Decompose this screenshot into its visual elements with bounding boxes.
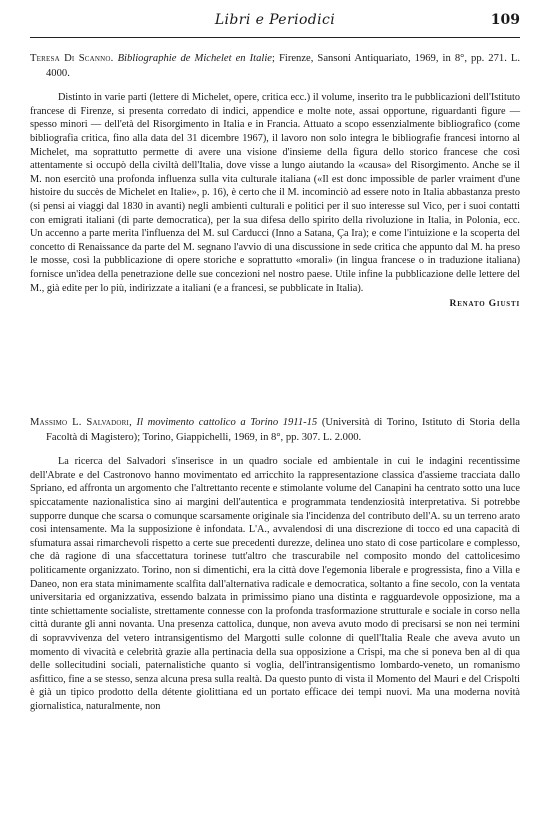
page-number: 109 — [490, 12, 520, 28]
citation — [30, 416, 520, 445]
review-di-scanno — [30, 52, 520, 309]
review-author: Massimo L. Salvadori, — [30, 417, 132, 428]
header-rule — [30, 37, 520, 38]
book-title: Bibliographie de Michelet en Italie — [117, 53, 272, 64]
reviewer-signature: Renato Giusti — [449, 298, 520, 310]
publication-details: ; Firenze, Sansoni Antiquariato, 1969, in 8°, pp. 271. L. 4000. — [46, 53, 521, 79]
book-title: Il movimento cattolico a Torino 1911-15 — [136, 417, 318, 428]
review-author: Teresa Di Scanno. — [30, 53, 114, 64]
review-salvadori — [30, 416, 520, 713]
running-head — [30, 12, 520, 34]
review-body: La ricerca del Salvadori s'inserisce in un quadro sociale ed ambientale in cui le indagini recentissime dell'Abrate e del Castronovo hanno movimentato ed arricchito la rappresentazione classica d'assieme tracciata dallo Spriano, ed affronta un argomento che l'altrettanto recente e stimolante volume del Canapini ha centrato sotto una luce spiccatamente nazionalistica sino ai margini dell'autentica e programmata tendenziosità interpretativa. Si potrebbe supporre dunque che scarsa o comunque scarsamente originale sia l'incidenza del contributo dell'A. su un terreno arato così intensamente. Ma la supposizione è infondata. L'A., avvalendosi di una discrezione di tocco ed una capacità di sfumatura assai rimarchevoli rispetto a certe sue precedenti durezze, delinea uno stato di cose particolare e complesso, che dà ragione di una sfaccettatura torinese tutt'altro che trascurabile nel composito mondo del cattolicesimo politicamente organizzato. Torino, non si dimentichi, era la città dove l'egemonia liberale e progressista, fino a Villa e Daneo, non era stata minimamente scalfita dall'alternativa radicale e democratica, soltanto a fine secolo, con la ventata universitaria ed organizzativa, essendo balzata in primissimo piano una distinta e ragguardevole opposizione, ma a tinte schiettamente socialiste, strettamente connesse con la profonda trasformazione strutturale e sociale in corso nella città durante gli anni novanta. Una presenza cattolica, dunque, non aveva avuto modo di precisarsi se non nei termini di sopravvivenza del vetero intransigentismo del Margotti sulle colonne di quell'Italia Reale che aveva avuto un momento di vivacità e celebrità grazie alla pertinacia della sua opposizione a Crispi, ma che si poneva ben al di qua delle sollecitudini sociali, paternalistiche quanto si voglia, dell'intransigentismo lombardo-veneto, un romanismo asfittico, fine a se stesso, senza alcuna presa sulla realtà. Da questo punto di vista il Momento del Mauri e del Crispolti è già un tipico prodotto della détente giolittiana ed un portato efficace dei tempi nuovi. Ma una moderna novità giornalistica, naturalmente, non — [30, 456, 520, 712]
citation — [30, 52, 520, 81]
review-body: Distinto in varie parti (lettere di Michelet, opere, critica ecc.) il volume, inserito tra le pubblicazioni dell'Istituto francese di Firenze, si presenta corredato di indici, appendice e molte note, assai opportune, riguardanti figure — spesso minori — dell'età del Risorgimento in Italia e in Francia. Attuato a scopo essenzialmente bibliografico (come bibliografia critica, fino alla data del 31 dicembre 1967), il lavoro non solo integra le bibliografie francesi intorno al Michelet, ma soprattutto permette di avere una visione d'insieme della figura dello storico francese che così attentamente si occupò della civiltà dell'Italia, dove visse a lungo aiutando la «causa» del Risorgimento. Anche se il M. non esercitò una profonda influenza sulla vita culturale italiana («Il est donc impossible de parler vraiment d'une histoire du succès de Michelet en Italie», p. 16), è certo che il M. incominciò ad essere noto in Italia abbastanza presto (si pensi ai viaggi dal 1830 in avanti) negli ambienti culturali e politici per il suo interesse sul Vico, per i suoi contatti con emigrati italiani (di parte democratica), per la sua difesa dello spirito della rivoluzione in Italia, in Polonia, ecc. Un accenno a parte merita l'influenza del M. sul Carducci (Inno a Satana, Ça Ira); e come l'intuizione e la scoperta del concetto di Renaissance da parte del M. segnano l'avvio di una discussione in sede critica che appunto dal M. ha preso le mosse, così la pubblicazione di opere storiche e soprattutto «morali» (in lingua francese o in traduzione italiana) fornisce un'idea della penetrazione delle sue concezioni nel nostro paese. Utile infine la pubblicazione delle lettere del M., già edite per lo più, indirizzate a italiani (e a francesi, se pubblicate in Italia). — [30, 92, 520, 294]
running-title: Libri e Periodici — [214, 12, 336, 28]
publication-details: (Università di Torino, Istituto di Storia della Facoltà di Magistero); Torino, Giappichelli, 1969, in 8°, pp. 307. L. 2.000. — [46, 417, 520, 443]
